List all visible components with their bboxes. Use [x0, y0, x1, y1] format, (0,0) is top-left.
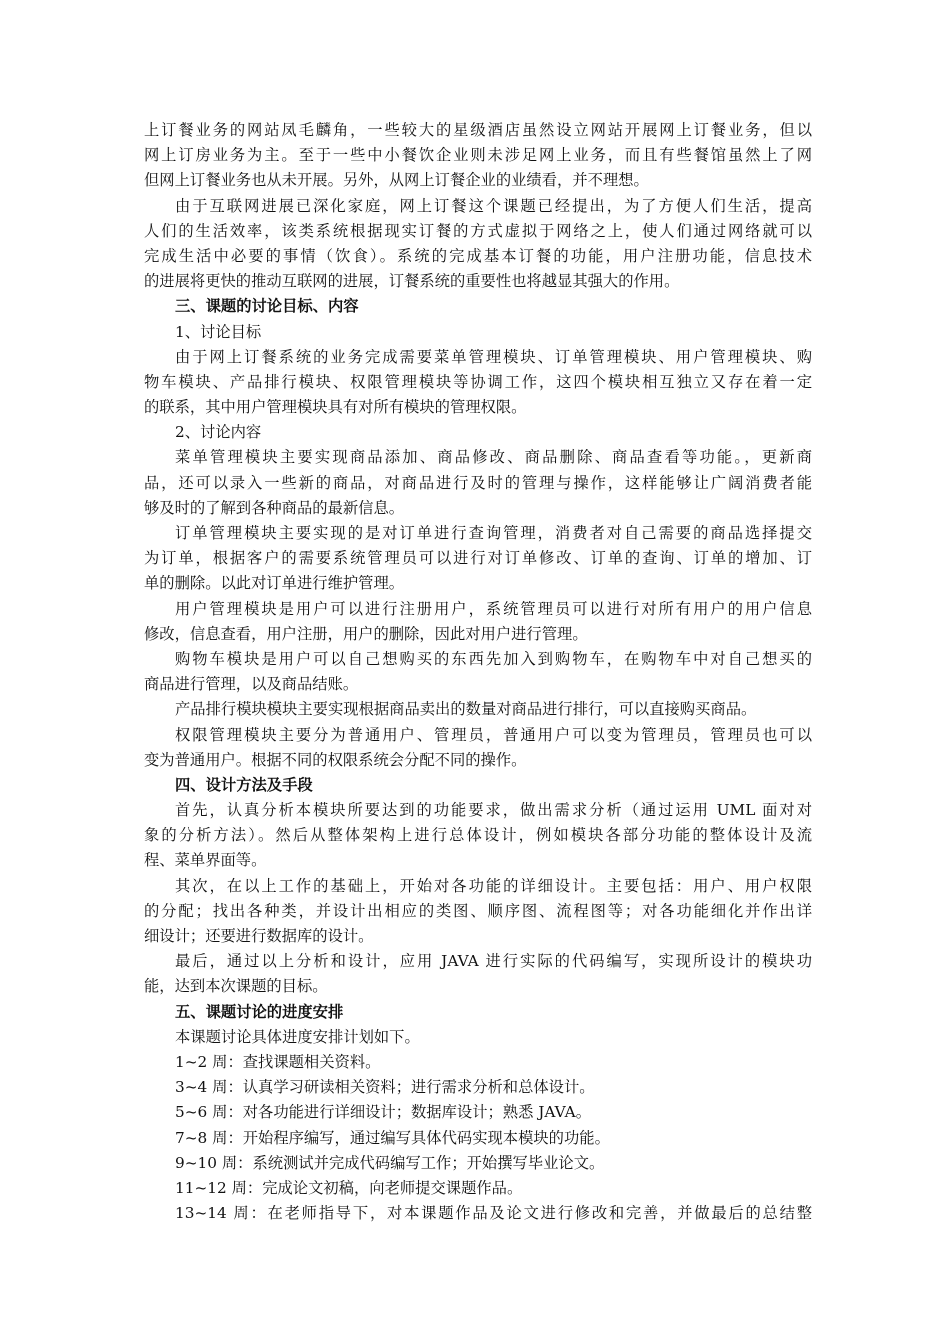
section-heading: 三、课题的讨论目标、内容	[175, 297, 359, 316]
section-heading: 五、课题讨论的进度安排	[175, 1002, 344, 1021]
text-line: 由于网上订餐系统的业务完成需要菜单管理模块、订单管理模块、用户管理模块、购	[175, 347, 812, 366]
text-line: 象的分析方法）。然后从整体架构上进行总体设计，例如模块各部分功能的整体设计及流	[144, 826, 812, 845]
text-line: 2、讨论内容	[175, 423, 262, 442]
text-line: 最后，通过以上分析和设计，应用 JAVA 进行实际的代码编写，实现所设计的模块功	[175, 952, 812, 971]
document-page	[144, 118, 812, 1226]
text-line: 够及时的了解到各种商品的最新信息。	[144, 498, 405, 517]
text-line: 变为普通用户。根据不同的权限系统会分配不同的操作。	[144, 750, 527, 769]
text-line: 本课题讨论具体进度安排计划如下。	[175, 1027, 420, 1046]
text-line: 上订餐业务的网站凤毛麟角，一些较大的星级酒店虽然设立网站开展网上订餐业务，但以	[144, 121, 812, 139]
text-line: 网上订房业务为主。至于一些中小餐饮企业则未涉足网上业务，而且有些餐馆虽然上了网	[144, 146, 812, 165]
text-line: 程、菜单界面等。	[144, 851, 267, 870]
text-line: 人们的生活效率，该类系统根据现实订餐的方式虚拟于网络之上，使人们通过网络就可以	[144, 221, 812, 240]
text-line: 9~10 周：系统测试并完成代码编写工作；开始撰写毕业论文。	[175, 1153, 605, 1172]
text-line: 的分配；找出各种类，并设计出相应的类图、顺序图、流程图等；对各功能细化并作出详	[144, 901, 812, 920]
text-line: 商品进行管理，以及商品结账。	[144, 675, 359, 694]
text-line: 完成生活中必要的事情（饮食）。系统的完成基本订餐的功能，用户注册功能，信息技术	[144, 246, 812, 265]
section-heading: 四、设计方法及手段	[175, 775, 313, 794]
text-line: 11~12 周：完成论文初稿，向老师提交课题作品。	[175, 1178, 523, 1197]
text-line: 但网上订餐业务也从未开展。另外，从网上订餐企业的业绩看，并不理想。	[144, 171, 649, 190]
text-line: 修改，信息查看，用户注册，用户的删除，因此对用户进行管理。	[144, 624, 588, 643]
text-line: 7~8 周：开始程序编写，通过编写具体代码实现本模块的功能。	[175, 1128, 610, 1147]
text-line: 首先，认真分析本模块所要达到的功能要求，做出需求分析（通过运用 UML 面对对	[175, 801, 812, 820]
text-line: 品，还可以录入一些新的商品，对商品进行及时的管理与操作，这样能够让广阔消费者能	[144, 473, 812, 492]
text-line: 为订单，根据客户的需要系统管理员可以进行对订单修改、订单的查询、订单的增加、订	[144, 549, 812, 568]
text-line: 其次，在以上工作的基础上，开始对各功能的详细设计。主要包括：用户、用户权限	[175, 876, 812, 895]
text-line: 单的删除。以此对订单进行维护管理。	[144, 574, 405, 593]
text-line: 物车模块、产品排行模块、权限管理模块等协调工作，这四个模块相互独立又存在着一定	[144, 372, 812, 391]
text-line: 权限管理模块主要分为普通用户、管理员，普通用户可以变为管理员，管理员也可以	[175, 725, 812, 744]
text-line: 1、讨论目标	[175, 322, 262, 341]
text-line: 由于互联网进展已深化家庭，网上订餐这个课题已经提出，为了方便人们生活，提高	[175, 196, 812, 215]
text-line: 5~6 周：对各功能进行详细设计；数据库设计；熟悉 JAVA。	[175, 1103, 592, 1122]
text-line: 的进展将更快的推动互联网的进展，订餐系统的重要性也将越显其强大的作用。	[144, 272, 680, 291]
text-line: 的联系，其中用户管理模块具有对所有模块的管理权限。	[144, 398, 527, 417]
text-line: 能，达到本次课题的目标。	[144, 977, 328, 996]
text-line: 订单管理模块主要实现的是对订单进行查询管理，消费者对自己需要的商品选择提交	[175, 524, 812, 542]
text-line: 细设计；还要进行数据库的设计。	[144, 927, 374, 945]
text-line: 产品排行模块模块主要实现根据商品卖出的数量对商品进行排行，可以直接购买商品。	[175, 700, 757, 719]
text-line: 购物车模块是用户可以自己想购买的东西先加入到购物车，在购物车中对自己想买的	[175, 649, 812, 668]
text-line: 1~2 周：查找课题相关资料。	[175, 1052, 381, 1071]
text-line: 3~4 周：认真学习研读相关资料；进行需求分析和总体设计。	[175, 1078, 595, 1097]
text-line: 菜单管理模块主要实现商品添加、商品修改、商品删除、商品查看等功能。，更新商	[175, 448, 812, 467]
text-line: 13~14 周：在老师指导下，对本课题作品及论文进行修改和完善，并做最后的总结整	[175, 1204, 812, 1223]
text-line: 用户管理模块是用户可以进行注册用户，系统管理员可以进行对所有用户的用户信息	[175, 599, 812, 618]
